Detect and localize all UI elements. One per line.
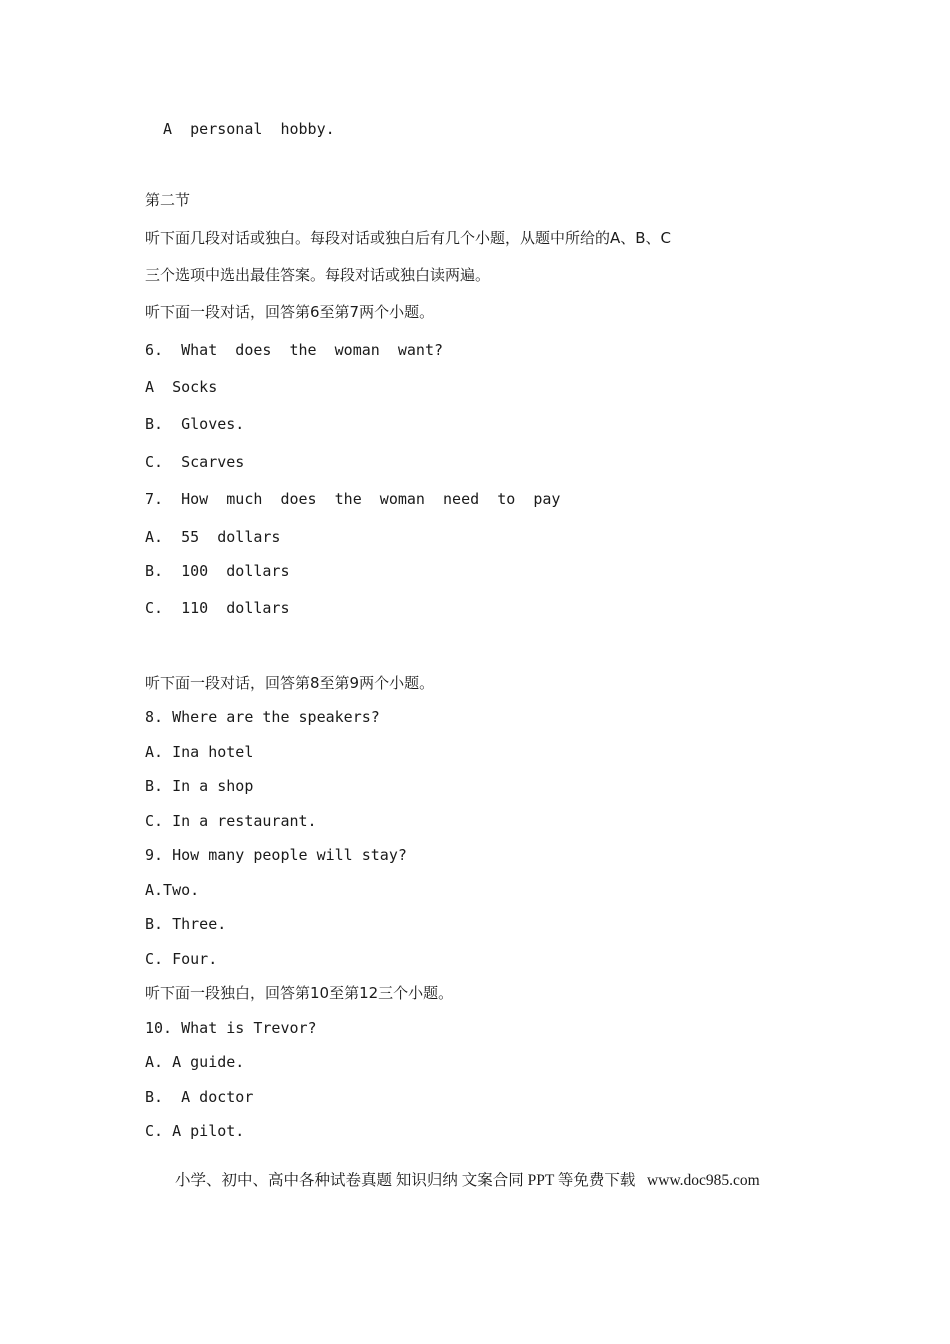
q8-option-a: A. Ina hotel [145,743,254,761]
q10-option-a: A. A guide. [145,1053,245,1071]
option-a-personal-hobby: A personal hobby. [145,120,335,138]
dialogue-intro-8-9: 听下面一段对话，回答第8至第9两个小题。 [145,674,435,692]
question-10: 10. What is Trevor? [145,1019,317,1037]
q6-option-b: B. Gloves. [145,415,245,433]
q9-option-c: C. Four. [145,950,218,968]
instructions-line-2: 三个选项中选出最佳答案。每段对话或独白读两遍。 [145,266,491,284]
q7-option-c: C. 110 dollars [145,599,290,617]
q7-option-b: B. 100 dollars [145,562,290,580]
q8-option-b: B. In a shop [145,777,254,795]
q9-option-a: A.Two. [145,881,200,899]
page-footer: 小学、初中、高中各种试卷真题 知识归纳 文案合同 PPT 等免费下载 www.doc985.com [175,1172,760,1189]
q10-option-c: C. A pilot. [145,1122,245,1140]
q8-option-c: C. In a restaurant. [145,812,317,830]
question-9: 9. How many people will stay? [145,846,407,864]
question-6: 6. What does the woman want? [145,341,444,359]
question-7: 7. How much does the woman need to pay [145,490,561,508]
q10-option-b: B. A doctor [145,1088,254,1106]
question-8: 8. Where are the speakers? [145,708,380,726]
monologue-intro-10-12: 听下面一段独白，回答第10至第12三个小题。 [145,984,454,1002]
q9-option-b: B. Three. [145,915,227,933]
q7-option-a: A. 55 dollars [145,528,281,546]
section-heading: 第二节 [145,191,191,209]
q6-option-a: A Socks [145,378,218,396]
q6-option-c: C. Scarves [145,453,245,471]
dialogue-intro-6-7: 听下面一段对话，回答第6至第7两个小题。 [145,303,435,321]
instructions-line-1: 听下面几段对话或独白。每段对话或独白后有几个小题，从题中所给的A、B、C [145,229,672,247]
